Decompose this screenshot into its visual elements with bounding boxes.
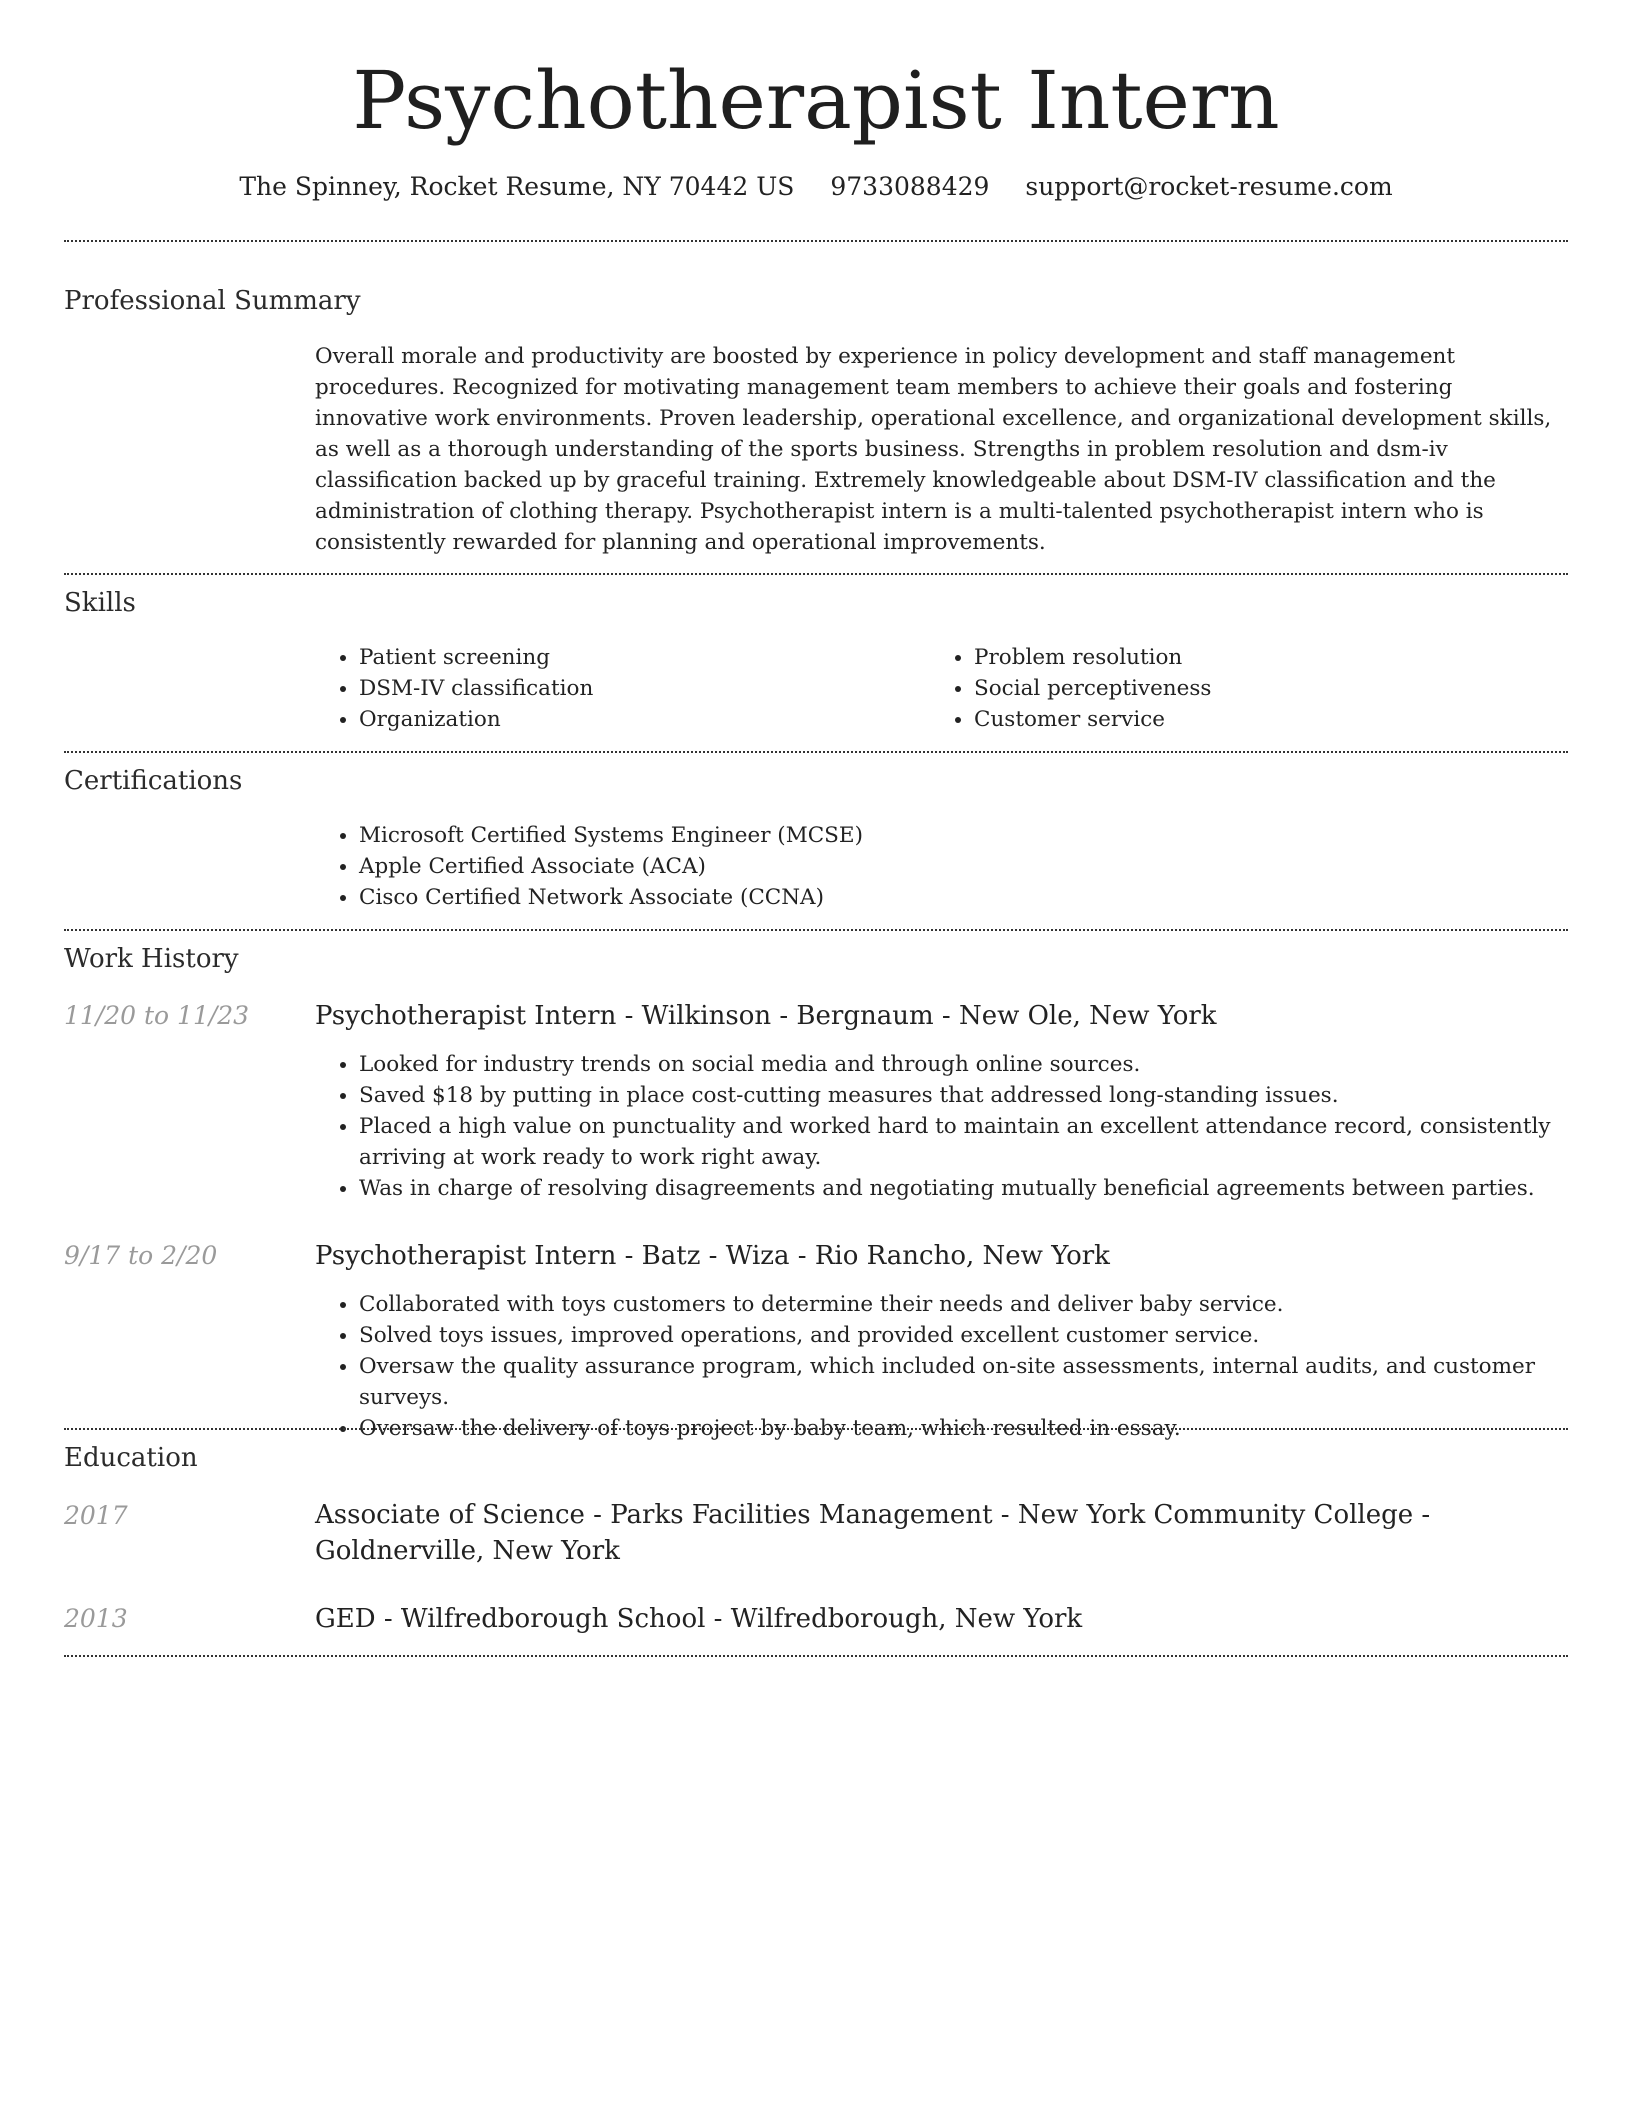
skill-item: • Problem resolution <box>974 642 1530 673</box>
certification-item: • Apple Certified Associate (ACA) <box>359 851 1568 882</box>
job-bullet: • Looked for industry trends on social media and through online sources. <box>359 1049 1568 1080</box>
education-detail: - Wilfredborough School - Wilfredborough, New York <box>375 1604 1083 1634</box>
section-title-skills: Skills <box>64 588 136 618</box>
divider <box>64 751 1568 753</box>
education-year: 2013 <box>64 1604 128 1633</box>
job-heading: Psychotherapist Intern - Batz - Wiza - Rio Rancho, New York <box>315 1241 1110 1271</box>
education-degree: Associate of Science - Parks Facilities Management <box>315 1500 993 1530</box>
candidate-name: Psychotherapist Intern <box>352 54 1280 147</box>
divider <box>64 1655 1568 1657</box>
divider <box>64 1428 1568 1430</box>
job-bullet: • Oversaw the quality assurance program, which included on-site assessments, internal audits, and customer surveys. <box>359 1351 1568 1413</box>
job-bullet: • Collaborated with toys customers to determine their needs and deliver baby service. <box>359 1289 1568 1320</box>
education-entry <box>315 1497 1568 1569</box>
divider <box>64 929 1568 931</box>
skill-item: • Organization <box>359 704 915 735</box>
email: support@rocket-resume.com <box>1025 172 1393 201</box>
address: The Spinney, Rocket Resume, NY 70442 US <box>239 172 795 201</box>
education-entry <box>315 1601 1568 1637</box>
education-detail: - New York Community College - Goldnerville, New York <box>315 1500 1431 1566</box>
divider <box>64 573 1568 575</box>
summary-text: Overall morale and productivity are boosted by experience in policy development and staff management procedures. Recognized for motivating management team members to achieve their goals and fostering innovative work environments. Proven leadership, operational excellence, and organizational development skills, as well as a thorough understanding of the sports business. Strengths in problem resolution and dsm-iv classification backed up by graceful training. Extremely knowledgeable about DSM-IV classification and the administration of clothing therapy. Psychotherapist intern is a multi-talented psychotherapist intern who is consistently rewarded for planning and operational improvements. <box>315 344 1552 555</box>
contact-line <box>0 168 1632 206</box>
education-year: 2017 <box>64 1501 128 1530</box>
job-dates: 9/17 to 2/20 <box>64 1241 218 1270</box>
job-bullet: • Was in charge of resolving disagreements and negotiating mutually beneficial agreements between parties. <box>359 1173 1568 1204</box>
skill-item: • DSM-IV classification <box>359 673 915 704</box>
job-bullet: • Oversaw the delivery of toys project by baby team, which resulted in essay. <box>359 1413 1568 1444</box>
section-title-summary: Professional Summary <box>64 286 361 316</box>
education-degree: GED <box>315 1604 376 1634</box>
divider <box>64 240 1568 242</box>
section-title-work-history: Work History <box>64 944 239 974</box>
job-bullet: • Solved toys issues, improved operations, and provided excellent customer service. <box>359 1320 1568 1351</box>
certifications-list <box>315 820 1568 913</box>
skill-item: • Social perceptiveness <box>974 673 1530 704</box>
job-bullet: • Saved $18 by putting in place cost-cutting measures that addressed long-standing issues. <box>359 1080 1568 1111</box>
job-heading: Psychotherapist Intern - Wilkinson - Bergnaum - New Ole, New York <box>315 1001 1217 1031</box>
job-bullet: • Placed a high value on punctuality and worked hard to maintain an excellent attendance record, consistently arriving at work ready to work right away. <box>359 1111 1568 1173</box>
section-title-certifications: Certifications <box>64 766 243 796</box>
section-title-education: Education <box>64 1443 198 1473</box>
skill-item: • Customer service <box>974 704 1530 735</box>
skills-right-column <box>930 642 1530 735</box>
skills-left-column <box>315 642 915 735</box>
job-bullets <box>315 1289 1568 1444</box>
job-bullets <box>315 1049 1568 1204</box>
job-dates: 11/20 to 11/23 <box>64 1001 250 1030</box>
skill-item: • Patient screening <box>359 642 915 673</box>
certification-item: • Microsoft Certified Systems Engineer (MCSE) <box>359 820 1568 851</box>
phone: 9733088429 <box>830 172 990 201</box>
certification-item: • Cisco Certified Network Associate (CCNA) <box>359 882 1568 913</box>
